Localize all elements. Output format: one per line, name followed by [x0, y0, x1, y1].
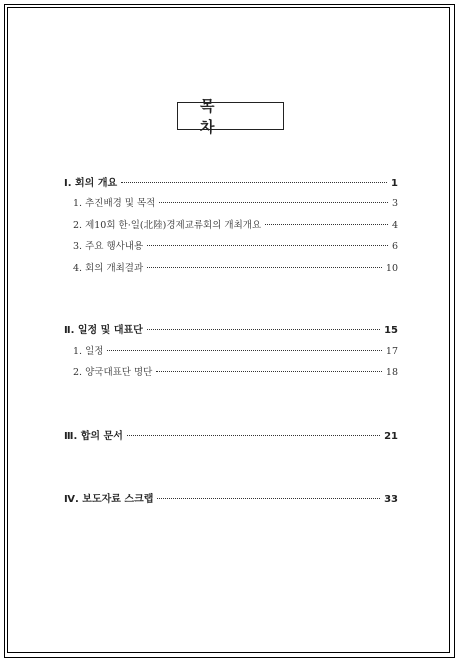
- section-title: 회의 개요: [75, 178, 118, 189]
- item-label: 1. 추진배경 및 목적: [73, 198, 156, 209]
- dot-leader: [147, 267, 382, 268]
- page-number: 1: [391, 178, 398, 189]
- page-number: 21: [384, 431, 398, 442]
- page-number: 3: [391, 198, 398, 209]
- section-numeral: Ⅲ.: [64, 431, 78, 442]
- dot-leader: [121, 182, 387, 183]
- dot-leader: [157, 498, 380, 499]
- section-title: 일정 및 대표단: [77, 325, 143, 336]
- page-number: 10: [385, 263, 398, 274]
- item-label: 2. 제10회 한·일(北陸)경제교류회의 개최개요: [73, 220, 262, 231]
- toc-item[interactable]: [73, 343, 398, 357]
- dot-leader: [156, 371, 382, 372]
- toc-section-4[interactable]: [64, 490, 398, 505]
- toc-item[interactable]: [73, 260, 398, 274]
- toc-title: 목 차: [177, 102, 284, 130]
- dot-leader: [147, 329, 380, 330]
- toc-item[interactable]: [73, 238, 398, 252]
- item-label: 2. 양국대표단 명단: [73, 367, 153, 378]
- page-number: 18: [385, 367, 398, 378]
- toc-item[interactable]: [73, 364, 398, 378]
- toc-section-2[interactable]: [64, 321, 398, 336]
- toc-item[interactable]: [73, 217, 398, 231]
- page-number: 17: [385, 346, 398, 357]
- section-numeral: Ⅳ.: [64, 494, 79, 505]
- section-title: 합의 문서: [80, 431, 123, 442]
- toc-item[interactable]: [73, 195, 398, 209]
- section-numeral: Ⅱ.: [64, 325, 75, 336]
- toc-section-3[interactable]: [64, 427, 398, 442]
- page-number: 33: [384, 494, 398, 505]
- page-number: 4: [391, 220, 398, 231]
- page-number: 15: [384, 325, 398, 336]
- item-label: 1. 일정: [73, 346, 104, 357]
- dot-leader: [127, 435, 380, 436]
- section-title: 보도자료 스크랩: [82, 494, 154, 505]
- dot-leader: [159, 202, 388, 203]
- section-numeral: Ⅰ.: [64, 178, 72, 189]
- item-label: 4. 회의 개최결과: [73, 263, 144, 274]
- dot-leader: [147, 245, 388, 246]
- dot-leader: [107, 350, 381, 351]
- toc-section-1[interactable]: [64, 174, 398, 189]
- dot-leader: [265, 224, 388, 225]
- item-label: 3. 주요 행사내용: [73, 241, 144, 252]
- page-number: 6: [391, 241, 398, 252]
